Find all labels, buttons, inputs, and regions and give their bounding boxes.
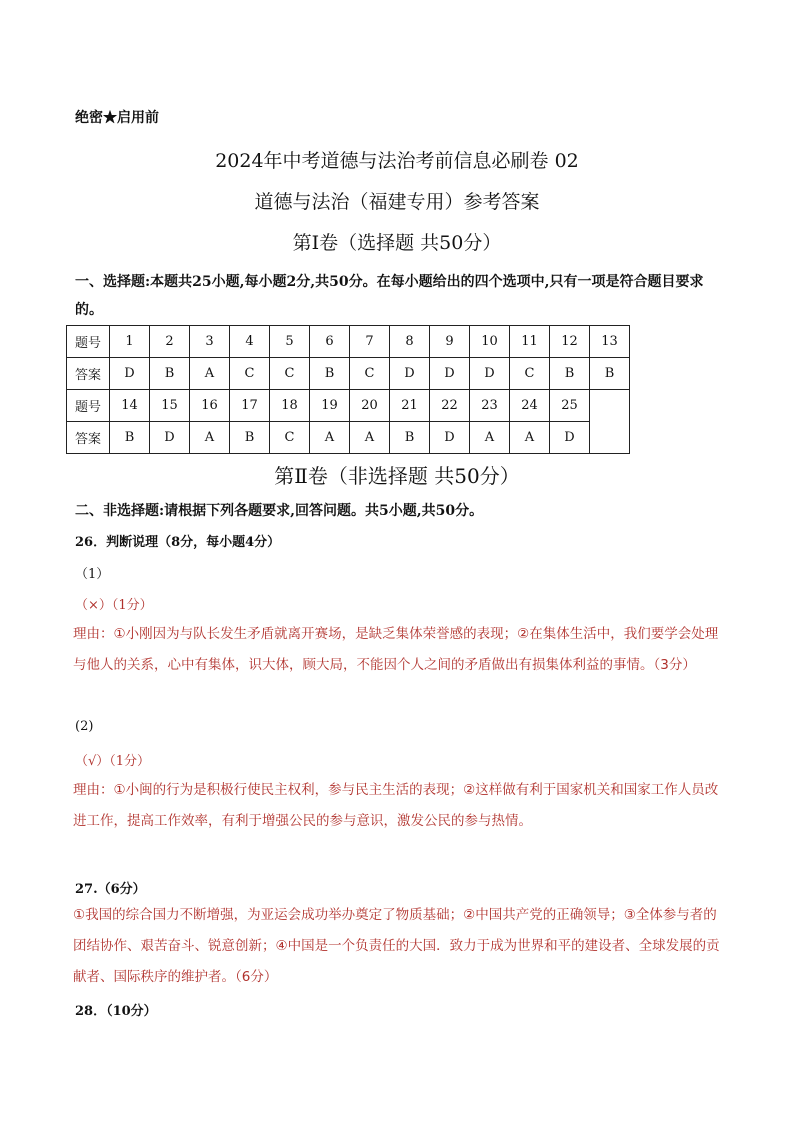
question-number: 7: [350, 326, 390, 358]
question-number: 22: [430, 390, 470, 422]
confidential-mark: 绝密★启用前: [75, 110, 159, 126]
answer-cell: C: [270, 358, 310, 390]
table-row-numbers-1: [67, 326, 630, 358]
answer-cell: A: [470, 422, 510, 454]
table-row-answers-1: [67, 358, 630, 390]
section1-instruction: 一、选择题:本题共25小题,每小题2分,共50分。在每小题给出的四个选项中,只有一项是符合题目要求的。: [75, 274, 704, 318]
question-number: 17: [230, 390, 270, 422]
question-number: 11: [510, 326, 550, 358]
question-number: 15: [150, 390, 190, 422]
answer-key-title: 道德与法治（福建专用）参考答案: [254, 191, 540, 213]
exam-title: 2024年中考道德与法治考前信息必刷卷 02: [215, 150, 579, 172]
answer-cell: A: [310, 422, 350, 454]
q26-sub1-label: （1）: [75, 567, 110, 582]
empty-cell: [590, 390, 630, 454]
answer-cell: A: [350, 422, 390, 454]
answer-cell: D: [390, 358, 430, 390]
question-number: 2: [150, 326, 190, 358]
question-number: 9: [430, 326, 470, 358]
answer-cell: B: [390, 422, 430, 454]
question-number: 4: [230, 326, 270, 358]
answer-cell: C: [510, 358, 550, 390]
answer-cell: D: [430, 422, 470, 454]
question-number: 14: [110, 390, 150, 422]
question-number: 8: [390, 326, 430, 358]
question-number: 24: [510, 390, 550, 422]
answer-cell: A: [190, 422, 230, 454]
q28-heading: 28．（10分）: [75, 1004, 157, 1019]
question-number: 19: [310, 390, 350, 422]
answer-cell: B: [550, 358, 590, 390]
part2-title: 第Ⅱ卷（非选择题 共50分）: [274, 464, 520, 488]
answer-cell: B: [590, 358, 630, 390]
question-number: 5: [270, 326, 310, 358]
question-number: 21: [390, 390, 430, 422]
answer-cell: B: [150, 358, 190, 390]
table-row-numbers-2: [67, 390, 630, 422]
question-number: 23: [470, 390, 510, 422]
table-row-answers-2: [67, 422, 630, 454]
answer-cell: D: [110, 358, 150, 390]
q26-sub1-mark: （×）（1分）: [75, 598, 153, 613]
answer-cell: D: [470, 358, 510, 390]
question-number: 3: [190, 326, 230, 358]
answer-table: [66, 325, 630, 454]
answer-cell: B: [110, 422, 150, 454]
answer-cell: C: [230, 358, 270, 390]
question-number: 10: [470, 326, 510, 358]
answer-cell: A: [510, 422, 550, 454]
q26-sub1-reason: 理由：①小刚因为与队长发生矛盾就离开赛场，是缺乏集体荣誉感的表现；②在集体生活中，我们要学会处理与他人的关系，心中有集体，识大体，顾大局，不能因个人之间的矛盾做出有损集体利益的事情。（3分）: [73, 626, 719, 673]
answer-cell: D: [150, 422, 190, 454]
question-number: 20: [350, 390, 390, 422]
q26-heading: 26．判断说理（8分，每小题4分）: [75, 535, 281, 550]
section2-instruction: 二、非选择题:请根据下列各题要求,回答问题。共5小题,共50分。: [75, 503, 484, 519]
row-label-answer: 答案: [67, 422, 110, 454]
answer-cell: D: [550, 422, 590, 454]
answer-cell: C: [350, 358, 390, 390]
answer-cell: C: [270, 422, 310, 454]
question-number: 25: [550, 390, 590, 422]
row-label-answer: 答案: [67, 358, 110, 390]
row-label-question: 题号: [67, 326, 110, 358]
answer-cell: A: [190, 358, 230, 390]
q26-sub2-label: (2): [75, 719, 94, 734]
answer-cell: B: [310, 358, 350, 390]
question-number: 13: [590, 326, 630, 358]
question-number: 18: [270, 390, 310, 422]
q27-heading: 27.（6分）: [75, 882, 146, 897]
row-label-question: 题号: [67, 390, 110, 422]
q26-sub2-mark: （√）（1分）: [75, 754, 151, 769]
part1-title: 第Ⅰ卷（选择题 共50分）: [292, 232, 502, 254]
question-number: 6: [310, 326, 350, 358]
answer-cell: D: [430, 358, 470, 390]
question-number: 16: [190, 390, 230, 422]
question-number: 12: [550, 326, 590, 358]
q26-sub2-reason: 理由：①小闽的行为是积极行使民主权利，参与民主生活的表现；②这样做有利于国家机关和国家工作人员改进工作，提高工作效率，有利于增强公民的参与意识，激发公民的参与热情。: [73, 782, 719, 829]
question-number: 1: [110, 326, 150, 358]
q27-answer: ①我国的综合国力不断增强，为亚运会成功举办奠定了物质基础；②中国共产党的正确领导；③全体参与者的团结协作、艰苦奋斗、锐意创新；④中国是一个负责任的大国．致力于成为世界和平的建设者、全球发展的贡献者、国际秩序的维护者。（6分）: [73, 907, 720, 985]
answer-cell: B: [230, 422, 270, 454]
